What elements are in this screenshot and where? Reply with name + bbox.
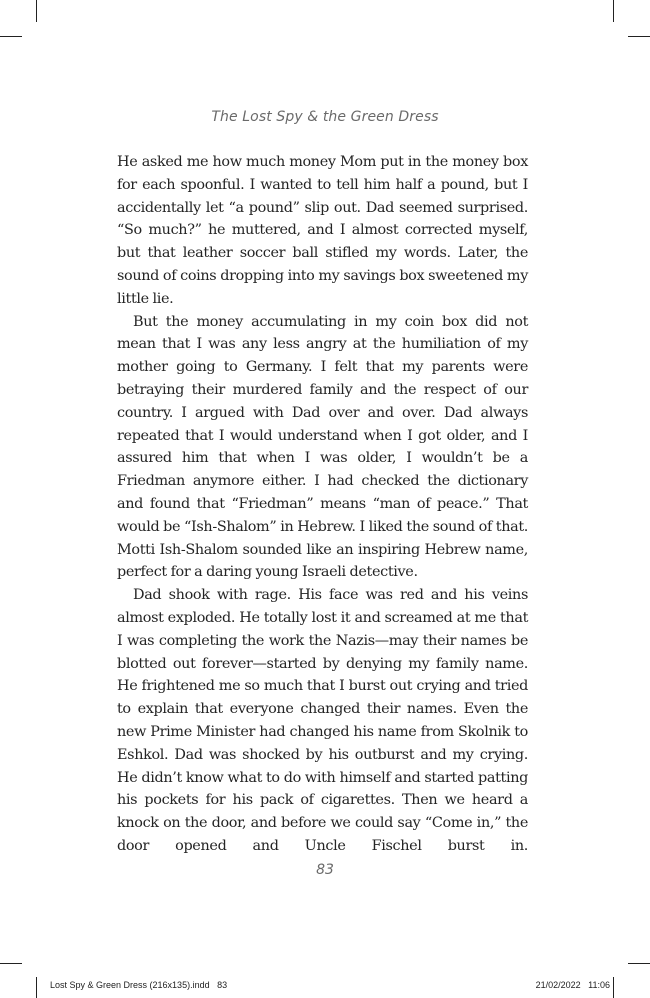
paragraph: But the money accumulating in my coin box did not mean that I was any less angry at the humiliation of my mother going to Germany. I felt that my parents were betraying their murdered family and the respect of our country. I argued with Dad over and over. Dad always repeated that I would understand when I got older, and I assured him that when I was older, I wouldn’t be a Friedman anymore either. I had checked the dictionary and found that “Friedman” means “man of peace.” That would be “Ish-Shalom” in Hebrew. I liked the sound of that. Motti Ish-Shalom sounded like an inspiring Hebrew name, perfect for a daring young Israeli detective. bbox=[117, 313, 528, 581]
crop-mark-bottom-left-horizontal bbox=[0, 963, 22, 964]
crop-mark-top-left-vertical bbox=[36, 0, 37, 22]
paragraph: He asked me how much money Mom put in the money box for each spoonful. I wanted to tell him half a pound, but I accidentally let “a pound” slip out. Dad seemed surprised. “So much?” he muttered, and I almost corrected myself, but that leather soccer ball stifled my words. Later, the sound of coins dropping into my savings box sweetened my little lie. bbox=[117, 154, 528, 307]
crop-mark-bottom-left-vertical bbox=[36, 977, 37, 998]
crop-mark-bottom-right-horizontal bbox=[628, 963, 650, 964]
crop-mark-bottom-right-vertical bbox=[613, 977, 614, 998]
body-text bbox=[117, 151, 528, 858]
running-head: The Lost Spy & the Green Dress bbox=[211, 109, 439, 125]
slug-timestamp: 21/02/2022 11:06 bbox=[535, 980, 610, 990]
slug-filename: Lost Spy & Green Dress (216x135).indd 83 bbox=[50, 980, 228, 990]
crop-mark-top-right-vertical bbox=[613, 0, 614, 22]
page-number: 83 bbox=[316, 862, 334, 878]
crop-mark-top-left-horizontal bbox=[0, 36, 22, 37]
crop-mark-top-right-horizontal bbox=[628, 36, 650, 37]
paragraph: Dad shook with rage. His face was red and his veins almost exploded. He totally lost it and screamed at me that I was completing the work the Nazis—may their names be blotted out forever—started by denying my family name. He frightened me so much that I burst out crying and tried to explain that everyone changed their names. Even the new Prime Minister had changed his name from Skolnik to Eshkol. Dad was shocked by his outburst and my crying. He didn’t know what to do with himself and started patting his pockets for his pack of cigarettes. Then we heard a knock on the door, and before we could say “Come in,” the door opened and Uncle Fischel burst in. bbox=[117, 587, 528, 854]
